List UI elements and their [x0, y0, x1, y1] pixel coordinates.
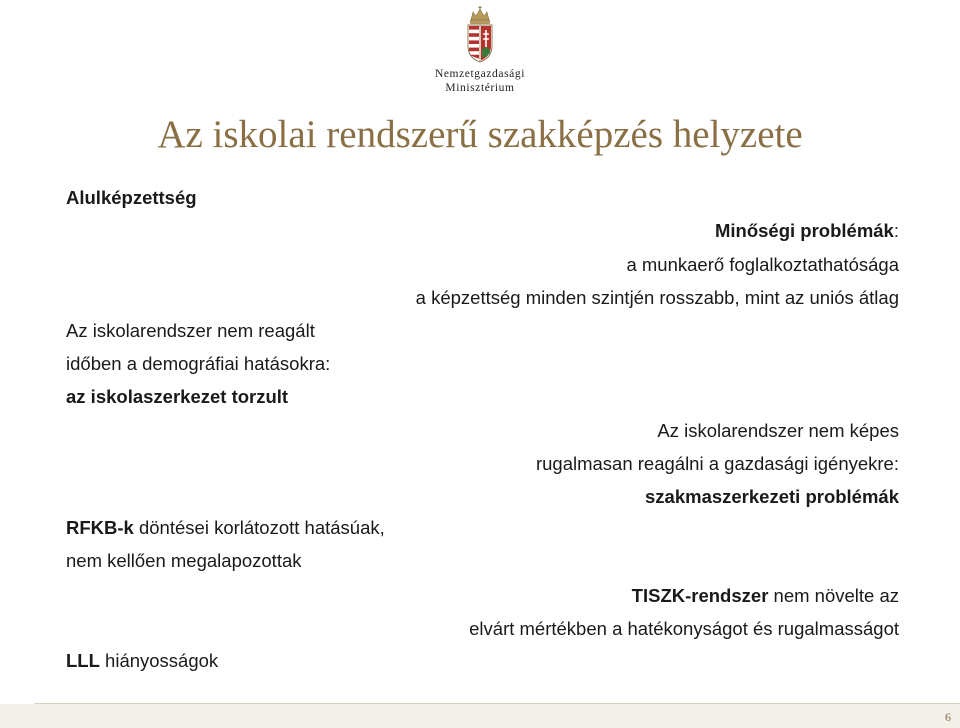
minosegi-line-2: a munkaerő foglalkoztathatósága: [626, 254, 899, 275]
minosegi-heading: [715, 220, 899, 242]
rfkb-line-1: [66, 517, 385, 539]
tiszk-line-1: [632, 585, 899, 607]
rfkb-line-2: nem kellően megalapozottak: [66, 550, 302, 571]
nemkepes-line-1: Az iskolarendszer nem képes: [657, 420, 899, 441]
logo-text-line-1: Nemzetgazdasági: [434, 68, 526, 80]
minosegi-bold: Minőségi problémák: [714, 220, 894, 241]
tiszk-line-2: elvárt mértékben a hatékonyságot és rugalmasságot: [469, 618, 899, 639]
footer-band: [0, 704, 960, 728]
tiszk-bold: TISZK-rendszer: [631, 585, 769, 606]
iskola-line-1: Az iskolarendszer nem reagált: [66, 320, 315, 341]
lll-bold: LLL: [66, 650, 100, 671]
rfkb-rest: döntései korlátozott hatásúak,: [133, 517, 385, 538]
footer-divider: [34, 703, 960, 704]
iskola-line-2: időben a demográfiai hatásokra:: [66, 353, 331, 374]
page-number: 6: [945, 710, 951, 724]
hungarian-coat-of-arms-icon: [462, 6, 498, 64]
minosegi-line-3: a képzettség minden szintjén rosszabb, mint az uniós átlag: [415, 287, 899, 308]
lll-line: [66, 650, 218, 672]
logo-text-line-2: Minisztérium: [445, 82, 515, 94]
nemkepes-line-3: szakmaszerkezeti problémák: [645, 486, 899, 507]
minosegi-colon: :: [893, 220, 899, 241]
alulkepzettseg-heading: Alulképzettség: [66, 187, 197, 208]
nemkepes-line-2: rugalmasan reagálni a gazdasági igényekre:: [535, 453, 899, 474]
rfkb-bold: RFKB-k: [66, 517, 134, 538]
tiszk-rest: nem növelte az: [768, 585, 899, 606]
page-title: Az iskolai rendszerű szakképzés helyzete: [157, 113, 803, 156]
iskola-line-3: az iskolaszerkezet torzult: [66, 386, 289, 407]
ministry-logo: [418, 6, 542, 98]
lll-rest: hiányosságok: [99, 650, 219, 671]
